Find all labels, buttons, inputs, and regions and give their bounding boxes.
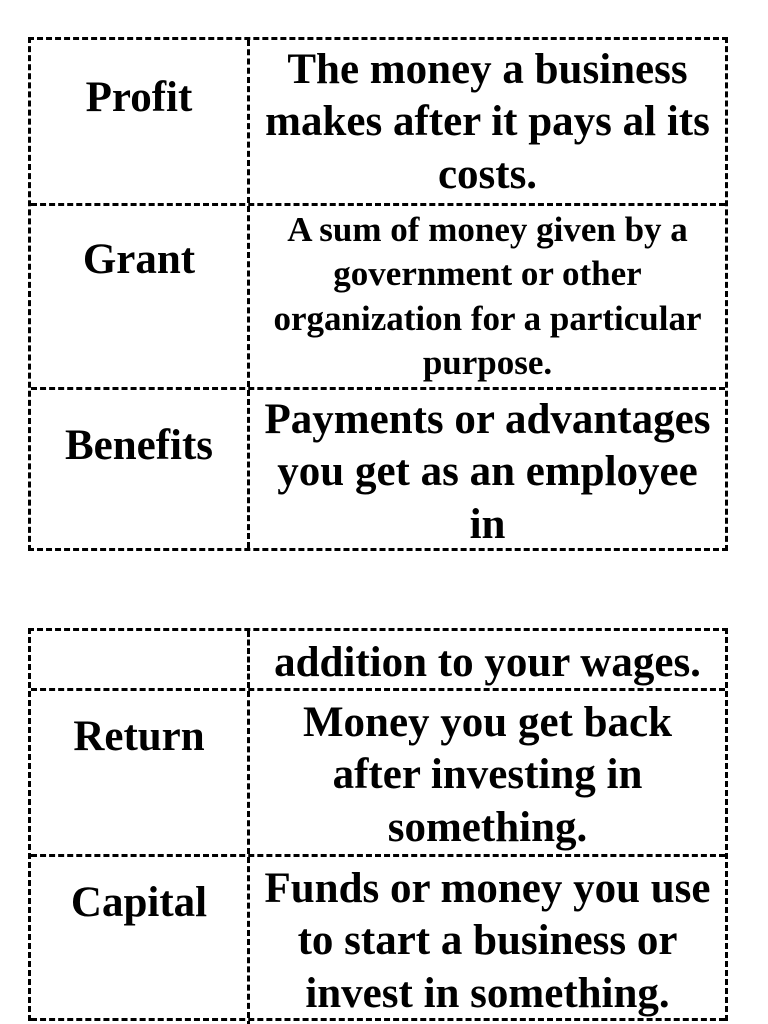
definition-cell: Funds or money you use to start a business or invest in something. xyxy=(264,865,711,1017)
definition-cell: addition to your wages. xyxy=(274,639,701,686)
vocabulary-table-1 xyxy=(28,37,728,551)
term-cell: Grant xyxy=(31,206,250,387)
term-cell xyxy=(31,631,250,688)
term-cell: Capital xyxy=(31,857,250,1018)
definition-cell: A sum of money given by a government or other organization for a particular purpose. xyxy=(273,210,702,383)
table-row xyxy=(31,1018,725,1024)
table-row xyxy=(31,631,725,688)
definition-cell: Payments or advantages you get as an employee in xyxy=(264,396,711,548)
table-row xyxy=(31,688,725,854)
term-cell: Profit xyxy=(31,40,250,203)
definition-cell: The money a business makes after it pays al its costs. xyxy=(265,46,710,198)
table-row xyxy=(31,387,725,548)
vocabulary-table-2 xyxy=(28,628,728,1024)
table-row xyxy=(31,854,725,1018)
term-cell: Return xyxy=(31,691,250,854)
term-cell: Benefits xyxy=(31,390,250,548)
table-row xyxy=(31,40,725,203)
table-row xyxy=(31,203,725,387)
definition-cell: Money you get back after investing in something. xyxy=(302,699,673,851)
